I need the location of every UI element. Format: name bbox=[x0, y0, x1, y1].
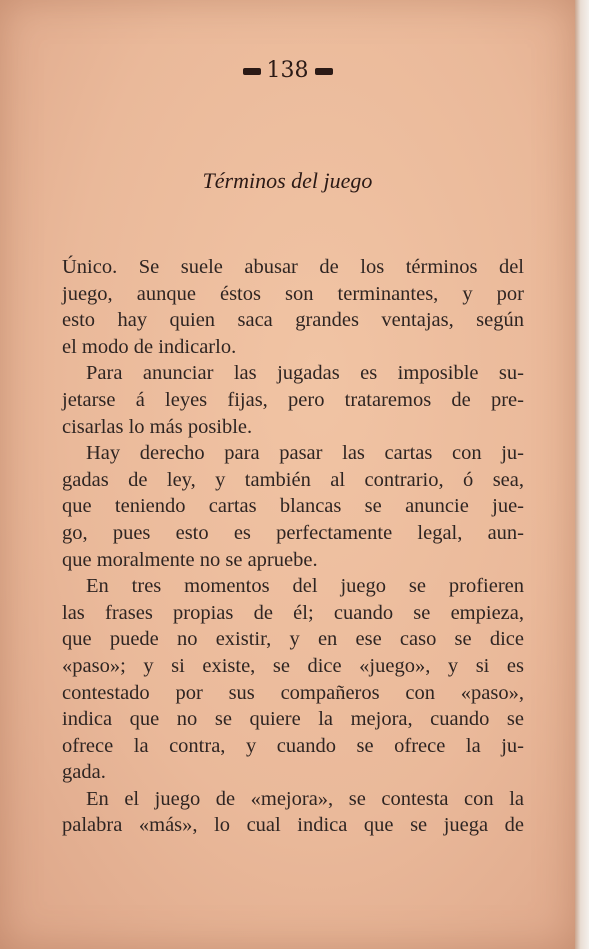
text-line: En tres momentos del juego se profieren bbox=[86, 575, 524, 598]
page-edge bbox=[575, 0, 589, 949]
text-line: que moralmente no se apruebe. bbox=[62, 548, 318, 571]
text-line: el modo de indicarlo. bbox=[62, 335, 237, 358]
text-line: jetarse á leyes fijas, pero trataremos de pre- bbox=[62, 388, 524, 411]
text-line: juego, aunque éstos son terminantes, y por bbox=[62, 282, 524, 305]
text-line: gadas de ley, y también al contrario, ó sea, bbox=[62, 468, 524, 491]
paragraph bbox=[62, 440, 524, 573]
paragraph bbox=[62, 573, 524, 786]
section-title: Términos del juego bbox=[202, 168, 373, 193]
text-line: En el juego de «mejora», se contesta con la bbox=[86, 787, 524, 810]
left-ornament bbox=[243, 68, 261, 75]
text-line: gada. bbox=[62, 761, 106, 784]
text-line: Único. Se suele abusar de los términos del bbox=[62, 256, 524, 278]
body-text bbox=[62, 254, 524, 839]
right-ornament bbox=[315, 68, 333, 75]
text-line: esto hay quien saca grandes ventajas, según bbox=[62, 309, 524, 332]
text-line: que teniendo cartas blancas se anuncie jue- bbox=[62, 495, 524, 518]
text-line: ofrece la contra, y cuando se ofrece la ju- bbox=[62, 734, 524, 757]
text-line: las frases propias de él; cuando se empieza, bbox=[62, 601, 524, 624]
text-line: go, pues esto es perfectamente legal, aun- bbox=[62, 521, 524, 544]
text-line: indica que no se quiere la mejora, cuando se bbox=[62, 708, 524, 731]
text-line: que puede no existir, y en ese caso se dice bbox=[62, 628, 524, 651]
text-line: Para anunciar las jugadas es imposible su- bbox=[86, 362, 524, 385]
text-line: Hay derecho para pasar las cartas con ju- bbox=[86, 442, 524, 465]
paragraph bbox=[62, 254, 524, 360]
paragraph bbox=[62, 360, 524, 440]
text-line: cisarlas lo más posible. bbox=[62, 415, 253, 438]
paragraph bbox=[62, 786, 524, 839]
page-number: 138 bbox=[266, 58, 309, 83]
text-line: contestado por sus compañeros con «paso», bbox=[62, 681, 524, 704]
text-line: «paso»; y si existe, se dice «juego», y si es bbox=[62, 654, 524, 677]
text-line: palabra «más», lo cual indica que se juega de bbox=[62, 814, 524, 837]
page-header bbox=[0, 58, 575, 83]
